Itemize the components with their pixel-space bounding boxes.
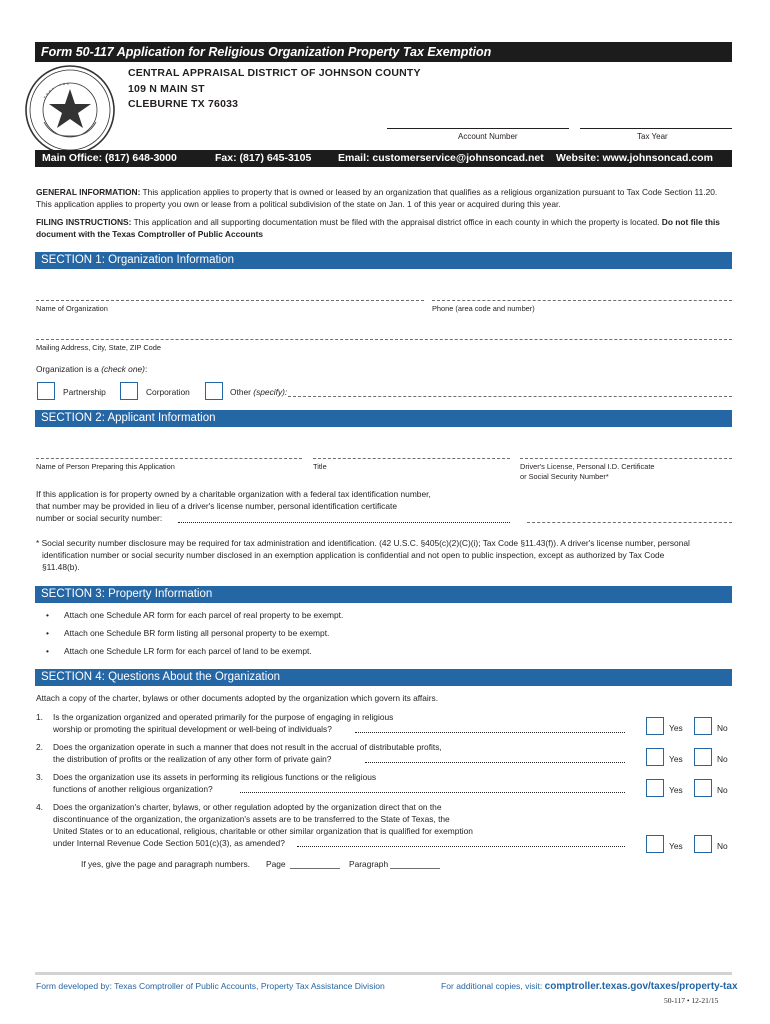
q4-yes-checkbox[interactable] [646,835,664,853]
question-number: 2. [36,742,43,752]
question-number: 1. [36,712,43,722]
section-4-header: SECTION 4: Questions About the Organization [35,669,732,686]
drivers-license-label-2: or Social Security Number* [520,472,609,481]
section-1-header: SECTION 1: Organization Information [35,252,732,269]
district-name: CENTRAL APPRAISAL DISTRICT OF JOHNSON COUNTY [128,67,421,79]
charitable-text-2: that number may be provided in lieu of a driver's license number, personal identification certificate [36,501,397,511]
website-address: Website: www.johnsoncad.com [556,152,713,164]
q2-no-checkbox[interactable] [694,748,712,766]
schedule-ar-item: Attach one Schedule AR form for each parcel of real property to be exempt. [64,610,344,620]
mailing-address-field[interactable] [36,339,732,340]
question-number: 4. [36,802,43,812]
leader-dots [240,792,625,793]
other-label: Other (specify): [230,387,288,397]
organization-type-label: Organization is a (check one): [36,364,148,374]
bullet-icon: • [46,628,49,638]
no-label: No [717,754,728,764]
district-street: 109 N MAIN ST [128,83,205,95]
q3-no-checkbox[interactable] [694,779,712,797]
bullet-icon: • [46,610,49,620]
form-number: 50-117 • 12-21/15 [664,996,719,1005]
yes-label: Yes [669,841,683,851]
footer-divider [35,972,732,975]
schedule-lr-item: Attach one Schedule LR form for each parcel of land to be exempt. [64,646,312,656]
organization-name-field[interactable] [36,300,424,301]
no-label: No [717,785,728,795]
partnership-checkbox[interactable] [37,382,55,400]
q1-yes-checkbox[interactable] [646,717,664,735]
preparer-name-field[interactable] [36,458,302,459]
corporation-label: Corporation [146,387,190,397]
mailing-address-label: Mailing Address, City, State, ZIP Code [36,343,162,352]
question-3-line-2: functions of another religious organization? [53,784,213,794]
charitable-text-3: number or social security number: [36,513,163,523]
question-4-line-2: discontinuance of the organization, the organization's assets are to be transferred to the State of Texas, the [53,814,450,824]
leader-dots [355,732,625,733]
general-information: GENERAL INFORMATION: This application applies to property that is owned or leased by an organization that qualifies as a religious organization pursuant to Tax Code Section 11.20. This application applies to property you own or lease from a political subdivision of the state on Jan. 1 of this year or acquired during this year. [36,187,718,209]
question-1-line-2: worship or promoting the spiritual development or well-being of individuals? [53,724,332,734]
filing-instructions: FILING INSTRUCTIONS: This application and all supporting documentation must be filed with the appraisal district office in each county in which the property is located. Do not file this document with the Texas Comptroller of Public Accounts [36,217,720,239]
paragraph-number-field[interactable] [390,868,440,869]
tax-id-field[interactable] [527,522,732,523]
schedule-br-item: Attach one Schedule BR form listing all personal property to be exempt. [64,628,330,638]
tax-year-field[interactable] [580,128,732,129]
bullet-icon: • [46,646,49,656]
district-city: CLEBURNE TX 76033 [128,98,239,110]
phone-label: Phone (area code and number) [432,304,535,313]
question-4-line-4: under Internal Revenue Code Section 501(c)(3), as amended? [53,838,285,848]
no-label: No [717,841,728,851]
question-number: 3. [36,772,43,782]
if-yes-instruction: If yes, give the page and paragraph numbers. [81,859,251,869]
other-specify-field[interactable] [288,396,732,397]
page-label: Page [266,859,286,869]
drivers-license-field[interactable] [520,458,732,459]
partnership-label: Partnership [63,387,106,397]
question-4-line-3: United States or to an educational, religious, charitable or other similar organization that is qualified for exemption [53,826,473,836]
title-field[interactable] [313,458,510,459]
contact-bar [35,150,732,167]
leader-dots [297,846,625,847]
footer-developed-by: Form developed by: Texas Comptroller of Public Accounts, Property Tax Assistance Division [36,981,385,991]
question-2-line-1: Does the organization operate in such a manner that does not result in the accrual of distributable profits, [53,742,442,752]
title-label: Title [313,462,327,471]
main-office-phone: Main Office: (817) 648-3000 [42,152,177,164]
ssn-note-2: identification number or social security number disclosed in an exemption application is confidential and not open to public inspection, except as authorized by Tax Code [42,550,665,560]
question-2-line-2: the distribution of profits or the realization of any other form of private gain? [53,754,332,764]
comptroller-link[interactable]: comptroller.texas.gov/taxes/property-tax [544,981,738,992]
corporation-checkbox[interactable] [120,382,138,400]
county-seal-icon [22,62,118,158]
charitable-text-1: If this application is for property owned by a charitable organization with a federal tax identification number, [36,489,431,499]
paragraph-label: Paragraph [349,859,389,869]
ssn-note-1: * Social security number disclosure may be required for tax administration and identification. (42 U.S.C. §405(c)(2)(C)(i); Tax Code §11.43(f)). A driver's license number, personal [36,538,690,548]
page-number-field[interactable] [290,868,340,869]
leader-dots [178,522,510,523]
email-address: Email: customerservice@johnsoncad.net [338,152,544,164]
other-checkbox[interactable] [205,382,223,400]
account-number-label: Account Number [458,132,518,141]
form-title: Form 50-117 Application for Religious Organization Property Tax Exemption [35,42,732,62]
footer-copies: For additional copies, visit: comptroller.texas.gov/taxes/property-tax [441,981,738,992]
q2-yes-checkbox[interactable] [646,748,664,766]
fax-number: Fax: (817) 645-3105 [215,152,312,164]
ssn-note-3: §11.48(b). [42,562,80,572]
section-2-header: SECTION 2: Applicant Information [35,410,732,427]
question-4-line-1: Does the organization's charter, bylaws, or other regulation adopted by the organization direct that on the [53,802,442,812]
drivers-license-label-1: Driver's License, Personal I.D. Certificate [520,462,655,471]
yes-label: Yes [669,785,683,795]
section-3-header: SECTION 3: Property Information [35,586,732,603]
q4-no-checkbox[interactable] [694,835,712,853]
organization-name-label: Name of Organization [36,304,108,313]
leader-dots [365,762,625,763]
phone-field[interactable] [432,300,732,301]
no-label: No [717,723,728,733]
yes-label: Yes [669,723,683,733]
tax-year-label: Tax Year [637,132,668,141]
q1-no-checkbox[interactable] [694,717,712,735]
section-4-intro: Attach a copy of the charter, bylaws or other documents adopted by the organization which govern its affairs. [36,693,439,703]
yes-label: Yes [669,754,683,764]
question-1-line-1: Is the organization organized and operated primarily for the purpose of engaging in religious [53,712,394,722]
account-number-field[interactable] [387,128,569,129]
question-3-line-1: Does the organization use its assets in performing its religious functions or the religious [53,772,377,782]
q3-yes-checkbox[interactable] [646,779,664,797]
preparer-name-label: Name of Person Preparing this Application [36,462,175,471]
